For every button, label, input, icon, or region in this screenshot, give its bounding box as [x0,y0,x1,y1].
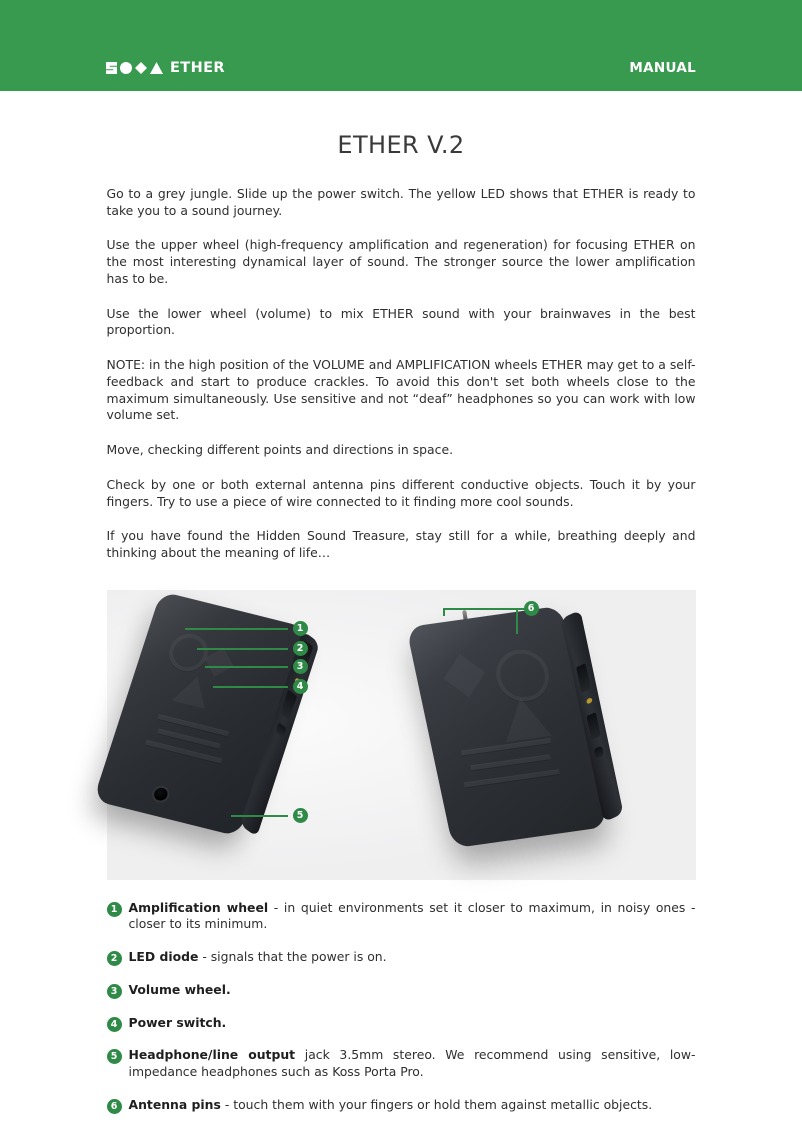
brand-name: ETHER [170,60,226,76]
page-body [0,91,802,1114]
paragraph-move: Move, checking different points and directions in space. [106,442,454,458]
paragraph-note: NOTE: in the high position of the VOLUME and AMPLIFICATION wheels ETHER may get to a self-feedback and start to produce crackles. To avoid this don't set both wheels close to the maximum simultaneously. Use sensitive and not “deaf” headphones so you can work with low volume set. [106,357,696,423]
callout-badge-6[interactable]: 6 [524,601,539,616]
legend-term-5: Headphone/line output [128,1047,296,1063]
callout-badge-4[interactable]: 4 [293,679,308,694]
callout-tick-6-right [516,608,518,634]
triangle-mark-icon [150,62,163,74]
callout-line-5 [231,815,288,817]
callout-tick-6-left [443,608,445,616]
page-title: ETHER V.2 [337,131,465,159]
legend-badge-1: 1 [107,902,122,917]
callout-badge-5[interactable]: 5 [293,808,308,823]
device-figure [107,590,696,880]
legend-item-volume-wheel [107,982,696,999]
callout-badge-1[interactable]: 1 [293,621,308,636]
callout-line-4 [213,686,288,688]
legend-desc-5: jack 3.5mm stereo. We recommend using sensitive, low-impedance headphones such as Koss Porta Pro. [128,1047,696,1080]
emboss-circle-icon-b [491,646,553,704]
legend-item-headphone-output [107,1047,696,1080]
paragraph-upper-wheel: Use the upper wheel (high-frequency amplification and regeneration) for focusing ETHER on the most interesting dynamical layer of sound. The stronger source the lower amplification has to be. [106,237,696,286]
legend-term-4: Power switch. [128,1014,227,1030]
header-inner [106,57,696,79]
legend-badge-6: 6 [107,1099,122,1114]
legend-term-1: Amplification wheel [128,899,269,915]
callout-line-2 [197,648,288,650]
legend-term-3: Volume wheel. [128,981,231,997]
brand-logo [106,60,225,76]
circle-mark-icon [120,62,132,74]
emboss-triangle-icon-b [497,694,551,741]
paragraph-intro: Go to a grey jungle. Slide up the power switch. The yellow LED shows that ETHER is ready to take you to a sound journey. [106,186,696,218]
legend-desc-1: - in quiet environments set it closer to maximum, in noisy ones - closer to its minimum. [128,899,696,932]
emboss-wordmark-b3 [463,769,559,787]
paragraph-antenna: Check by one or both external antenna pins different conductive objects. Touch it by your fingers. Try to use a piece of wire connected to it finding more cool sounds. [106,476,696,509]
callout-badge-2[interactable]: 2 [293,641,308,656]
callout-line-3 [205,666,288,668]
page-header-band [0,0,802,91]
legend-badge-2: 2 [107,951,122,966]
legend-desc-2: - signals that the power is on. [198,949,387,965]
legend-term-2: LED diode [128,949,199,965]
legend-item-amplification-wheel [107,900,696,933]
emboss-wordmark-b1 [460,738,550,755]
header-manual-label: MANUAL [629,60,696,76]
soma-logo-marks [106,62,163,74]
legend-item-power-switch [107,1015,696,1032]
diamond-mark-icon [135,62,147,74]
emboss-wordmark-b2 [470,754,550,770]
callout-line-1 [185,628,288,630]
legend-item-led-diode [107,949,696,966]
emboss-triangle-icon [171,672,213,709]
legend-badge-3: 3 [107,984,122,999]
callout-badge-3[interactable]: 3 [293,659,308,674]
legend-desc-6: - touch them with your fingers or hold them against metallic objects. [220,1096,653,1112]
emboss-circle-icon [164,630,213,675]
paragraph-treasure: If you have found the Hidden Sound Treasure, stay still for a while, breathing deeply and thinking about the meaning of life… [106,528,696,561]
legend-badge-5: 5 [107,1049,122,1064]
emboss-diamond-icon-b [438,651,489,700]
paragraph-lower-wheel: Use the lower wheel (volume) to mix ETHER sound with your brainwaves in the best proportion. [106,305,696,338]
body-copy [107,159,696,562]
legend-item-antenna-pins [107,1097,696,1114]
callout-line-6-main [443,608,518,610]
square-s-mark-icon [106,62,117,74]
legend-term-6: Antenna pins [128,1096,221,1112]
legend-badge-4: 4 [107,1017,122,1032]
legend-list [107,900,696,1114]
